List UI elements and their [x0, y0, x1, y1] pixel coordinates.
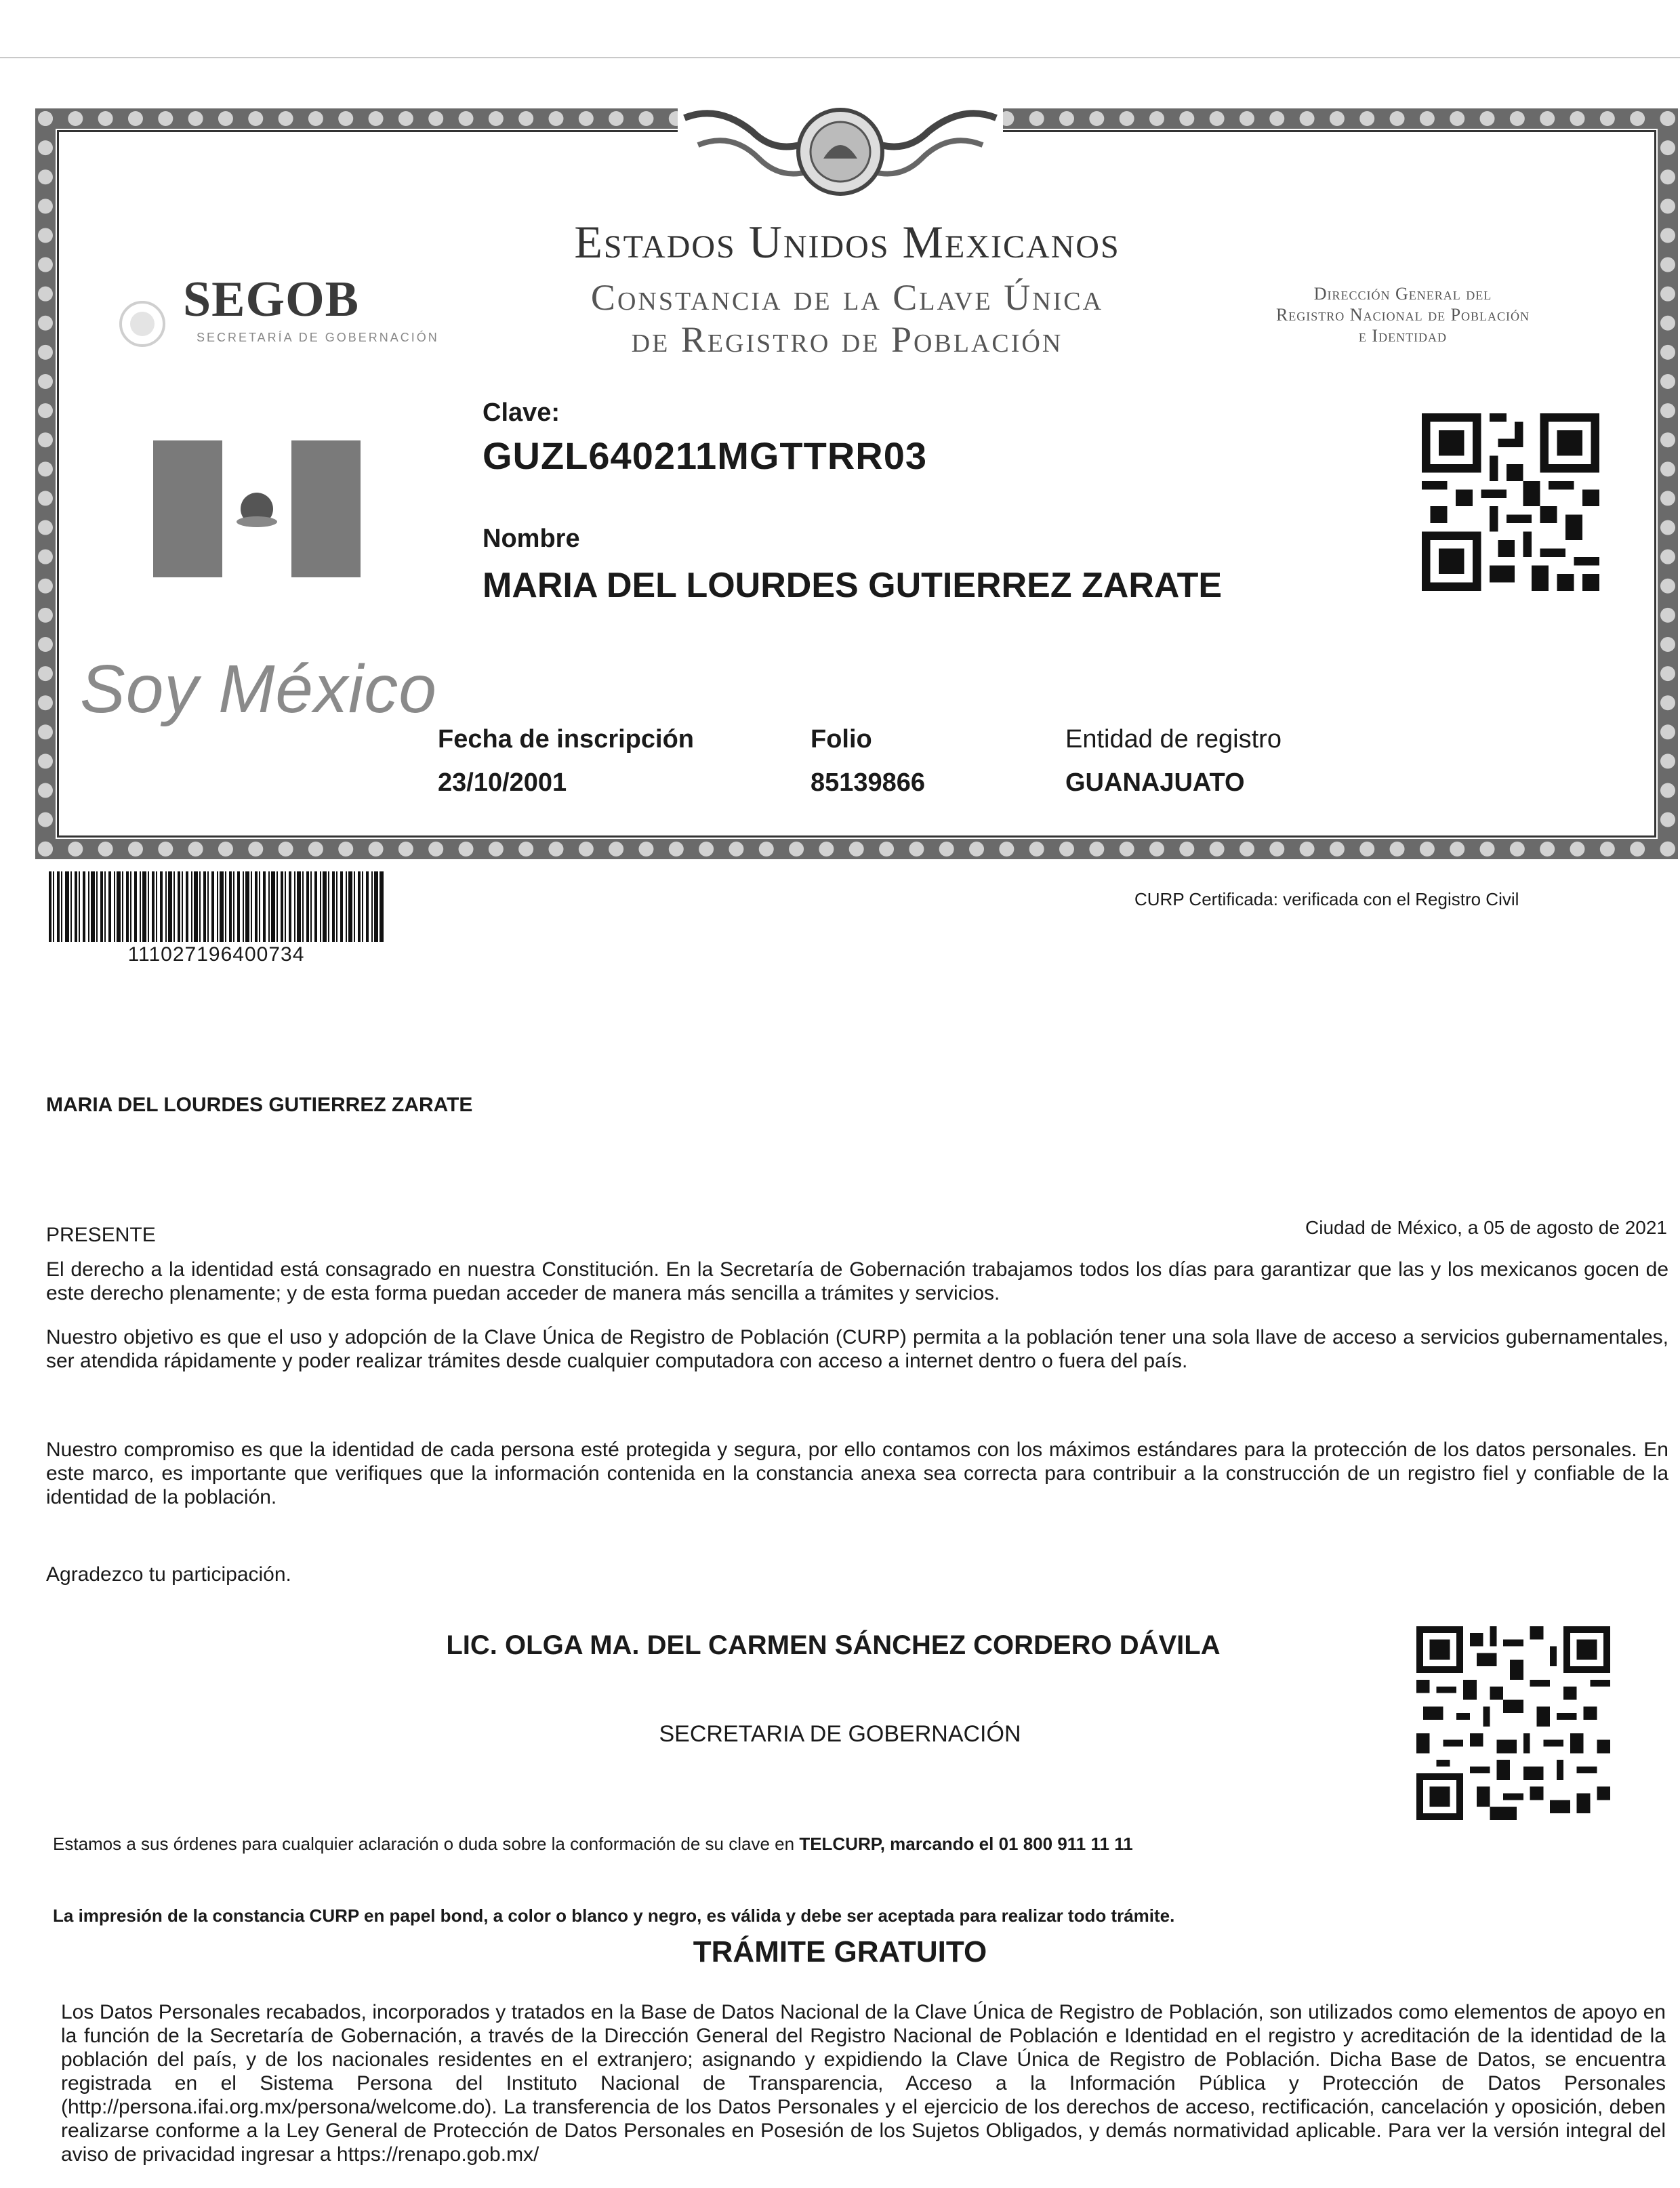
clave-label: Clave:	[483, 398, 560, 427]
folio-label: Folio	[811, 725, 872, 754]
segob-emblem-icon	[102, 291, 183, 352]
tramite-gratuito-heading: TRÁMITE GRATUITO	[693, 1935, 987, 1968]
barcode-number: 111027196400734	[127, 943, 305, 966]
qr-code-icon	[1422, 413, 1599, 591]
coat-of-arms-crest	[678, 104, 1003, 213]
fecha-value: 23/10/2001	[438, 768, 567, 797]
entidad-label: Entidad de registro	[1065, 725, 1282, 754]
addressee-name: MARIA DEL LOURDES GUTIERREZ ZARATE	[46, 1094, 473, 1116]
qr-code-icon	[1416, 1622, 1610, 1824]
date-line: Ciudad de México, a 05 de agosto de 2021	[1305, 1217, 1667, 1238]
title-constancia: Constancia de la Clave Única	[590, 277, 1104, 318]
presente-label: PRESENTE	[46, 1224, 156, 1246]
paragraph-thanks: Agradezco tu participación.	[46, 1563, 291, 1586]
soy-mexico-slogan: Soy México	[80, 651, 437, 727]
direccion-line: e Identidad	[1358, 326, 1448, 346]
certified-note: CURP Certificada: verificada con el Registro Civil	[1134, 889, 1519, 909]
direccion-line: Dirección General del	[1313, 284, 1492, 304]
nombre-label: Nombre	[483, 524, 580, 553]
title-registro: de Registro de Población	[631, 319, 1063, 360]
direccion-general	[1240, 283, 1565, 346]
contact-line	[53, 1834, 1133, 1855]
title-country: Estados Unidos Mexicanos	[574, 216, 1120, 268]
entidad-value: GUANAJUATO	[1065, 768, 1245, 797]
folio-value: 85139866	[811, 768, 926, 797]
privacy-notice: Los Datos Personales recabados, incorporados y tratados en la Base de Datos Nacional de la Clave Única de Registro de Población, son utilizados como elementos de apoyo en la función de la Secretaría de Gobernación, a través de la Dirección General del Registro Nacional de Población e Identidad en el registro y acreditación de la identidad de la población del país, y de los nacionales residentes en el extranjero; asignando y expidiendo la Clave Única de Registro de Población. Dicha Base de Datos, se encuentra registrada en el Sistema Persona del Instituto Nacional de Transparencia, Acceso a la Información Pública y Protección de Datos Personales (http://persona.ifai.org.mx/persona/welcome.do). La transferencia de los Datos Personales y el ejercicio de los derechos de acceso, rectificación, cancelación y oposición, deben realizarse conforme a la Ley General de Protección de Datos Personales en Posesión de los Sujetos Obligados, y demás normatividad aplicable. Para ver la versión integral del aviso de privacidad ingresar a https://renapo.gob.mx/	[61, 2001, 1666, 2166]
fecha-label: Fecha de inscripción	[438, 725, 694, 754]
paragraph-identity: El derecho a la identidad está consagrado en nuestra Constitución. En la Secretaría de Gobernación trabajamos todos los días para garantizar que las y los mexicanos gocen de este derecho plenamente; y de esta forma puedan acceder de manera más sencilla a trámites y servicios.	[46, 1258, 1668, 1304]
validity-note: La impresión de la constancia CURP en papel bond, a color o blanco y negro, es válida y debe ser aceptada para realizar todo trámite.	[53, 1905, 1175, 1926]
direccion-line: Registro Nacional de Población	[1275, 305, 1530, 325]
segob-logo: SEGOB	[183, 272, 359, 327]
paragraph-commitment: Nuestro compromiso es que la identidad de cada persona esté protegida y segura, por ello contamos con los máximos estándares para la protección de los datos personales. En este marco, es importante que verifiques que la información contenida en la constancia anexa sea correcta para contribuir a la construcción de un registro fiel y confiable de la identidad de la población.	[46, 1439, 1668, 1508]
paragraph-objective: Nuestro objetivo es que el uso y adopción de la Clave Única de Registro de Población (CURP) permita a la población tener una sola llave de acceso a servicios gubernamentales, ser atendida rápidamente y poder realizar trámites desde cualquier computadora con acceso a internet dentro o fuera del país.	[46, 1326, 1668, 1372]
signer-title: SECRETARIA DE GOBERNACIÓN	[659, 1721, 1021, 1747]
telcurp-phone: TELCURP, marcando el 01 800 911 11 11	[799, 1834, 1133, 1854]
nombre-value: MARIA DEL LOURDES GUTIERREZ ZARATE	[483, 566, 1223, 605]
scan-top-line	[0, 57, 1680, 58]
mexican-flag-icon	[153, 440, 361, 577]
signer-name-text: LIC. OLGA MA. DEL CARMEN SÁNCHEZ CORDERO DÁVILA	[446, 1630, 1221, 1660]
clave-value: GUZL640211MGTTRR03	[483, 434, 927, 477]
segob-subtitle: SECRETARÍA DE GOBERNACIÓN	[197, 331, 439, 344]
contact-text: Estamos a sus órdenes para cualquier aclaración o duda sobre la conformación de su clave en	[53, 1834, 800, 1854]
barcode-icon	[49, 871, 384, 942]
